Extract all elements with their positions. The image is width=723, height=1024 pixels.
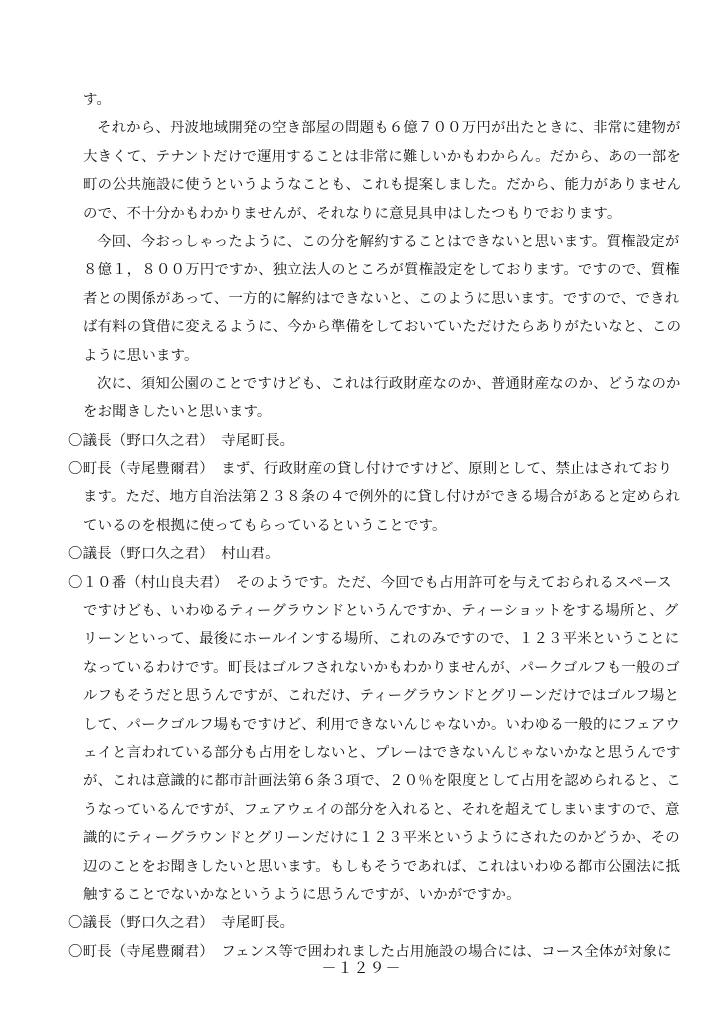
speaker-line: 〇町長（寺尾豊爾君） まず、行政財産の貸し付けですけど、原則として、禁止はされており [68,461,673,478]
text-line: なっているわけです。町長はゴルフされないかもわかりませんが、パークゴルフも一般のゴ [83,659,680,676]
document-body [68,86,682,966]
speaker-line: 〇議長（野口久之君） 村山君。 [68,546,280,563]
text-line: ルフもそうだと思うんですが、これだけ、ティーグラウンドとグリーンだけではゴルフ場と [83,688,680,705]
text-line: 辺のことをお聞きしたいと思います。もしもそうであれば、これはいわゆる都市公園法に抵 [83,858,681,875]
text-line: ので、不十分かもわかりませんが、それなりに意見具申はしたつもりでおります。 [83,205,622,222]
text-line: リーンといって、最後にホールインする場所、これのみですので、１２３平米ということに [83,631,680,648]
text-line: ます。ただ、地方自治法第２３８条の４で例外的に貸し付けができる場合があると定められ [83,489,681,506]
text-line: ８億１，８００万円ですか、独立法人のところが質権設定をしております。ですので、質権 [83,262,680,279]
text-line: をお聞きしたいと思います。 [83,404,272,421]
text-line: して、パークゴルフ場もですけど、利用できないんじゃないか。いわゆる一般的にフェアウ [83,716,680,733]
speaker-line: 〇町長（寺尾豊爾君） フェンス等で囲われました占用施設の場合には、コース全体が対象に [68,943,672,960]
text-line: 触することでないかなというように思うんですが、いかがですか。 [83,886,521,903]
page-number: －１２９－ [321,959,402,977]
text-line: 大きくて、テナントだけで運用することは非常に難しいかもわからん。だから、あの一部を [83,148,682,165]
speaker-line: 〇議長（野口久之君） 寺尾町長。 [68,915,295,932]
text-line: 識的にティーグラウンドとグリーンだけに１２３平米というようにされたのかどうか、その [83,830,680,847]
text-line: す。 [83,92,112,108]
text-line: ば有料の貸借に変えるように、今から準備をしておいていただけたらありがたいなと、この [83,319,682,336]
text-line: うなっているんですが、フェアウェイの部分を入れると、それを超えてしまいますので、意 [83,801,680,818]
text-line: が、これは意識的に都市計画法第６条３項で、２０％を限度として占用を認められると、こ [83,773,681,790]
text-line: ェイと言われている部分も占用をしないと、プレーはできないんじゃないかなと思うんです [83,744,681,761]
text-line: ですけども、いわゆるティーグラウンドというんですか、ティーショットをする場所と、グ [83,603,679,620]
speaker-line: 〇１０番（村山良夫君） そのようです。ただ、今回でも占用許可を与えておられるスペース [68,574,672,591]
speaker-line: 〇議長（野口久之君） 寺尾町長。 [68,432,295,449]
text-line: 今回、今おっしゃったように、この分を解約することはできないと思います。質権設定が [97,233,680,250]
text-line: それから、丹波地域開発の空き部屋の問題も６億７００万円が出たときに、非常に建物が [97,120,681,137]
text-line: 町の公共施設に使うというようなことも、これも提案しました。だから、能力がありません [83,177,682,194]
text-line: 次に、須知公園のことですけども、これは行政財産なのか、普通財産なのか、どうなのか [97,375,681,392]
text-line: ように思います。 [83,347,199,364]
text-line: 者との関係があって、一方的に解約はできないと、このように思います。ですので、できれ [83,290,680,307]
text-line: ているのを根拠に使ってもらっているということです。 [83,517,447,534]
